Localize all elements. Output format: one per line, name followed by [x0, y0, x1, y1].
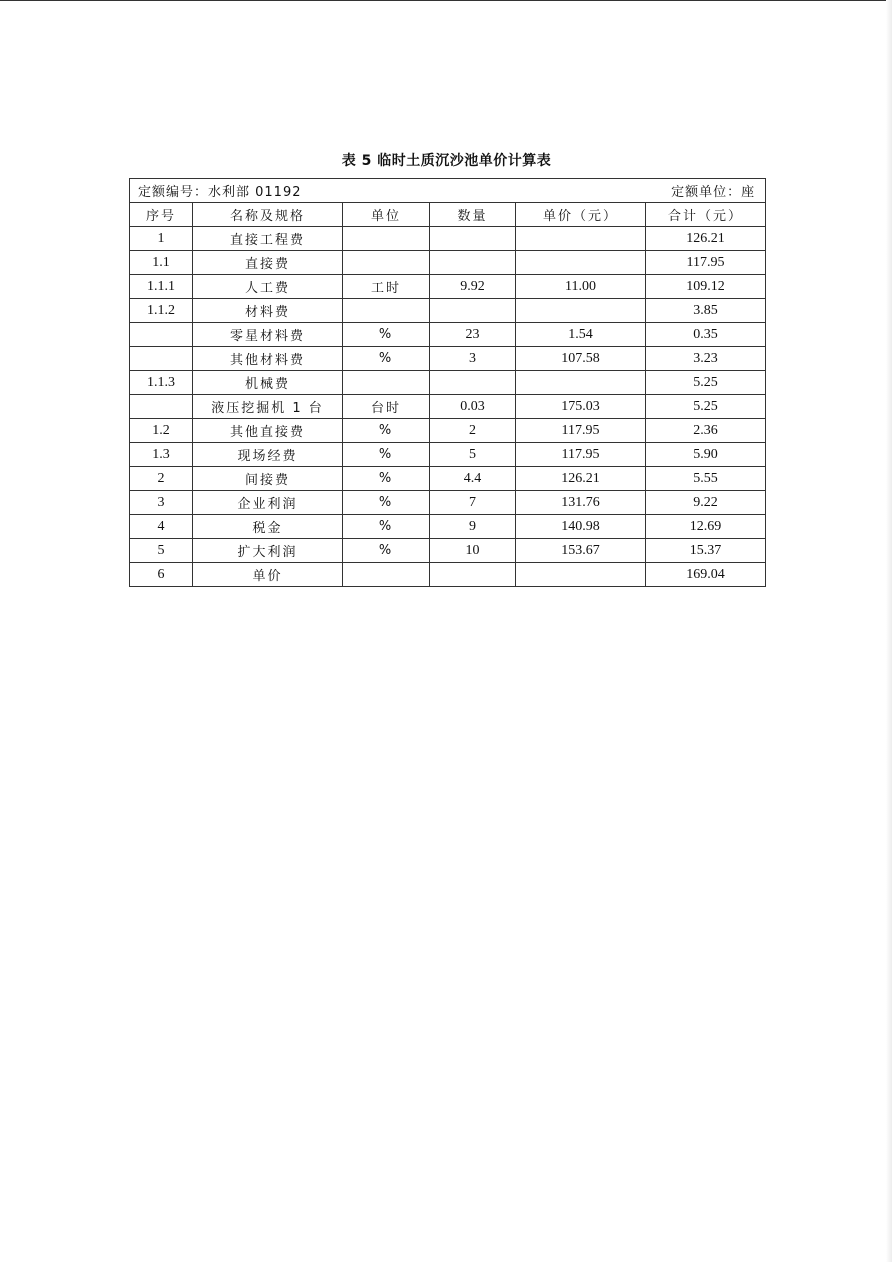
- table-cell: 1.54: [516, 323, 646, 347]
- table-cell: [430, 299, 516, 323]
- table-cell: 3: [430, 347, 516, 371]
- table-cell: 169.04: [646, 563, 766, 587]
- table-cell: 1.1.2: [130, 299, 193, 323]
- table-row: [130, 467, 766, 491]
- header-cell: 单价（元）: [516, 203, 646, 227]
- header-cell: 数量: [430, 203, 516, 227]
- table-cell: 6: [130, 563, 193, 587]
- table-cell: 2.36: [646, 419, 766, 443]
- table-cell: %: [343, 347, 430, 371]
- table-cell: 23: [430, 323, 516, 347]
- quota-unit: 定额单位：座: [671, 185, 756, 200]
- table-row: [130, 539, 766, 563]
- header-row: [130, 203, 766, 227]
- table-row: [130, 419, 766, 443]
- table-cell: 126.21: [646, 227, 766, 251]
- table-cell: [343, 563, 430, 587]
- table-cell: [343, 251, 430, 275]
- table-row: [130, 443, 766, 467]
- table-cell: 0.03: [430, 395, 516, 419]
- table-cell: [516, 227, 646, 251]
- table-row: [130, 515, 766, 539]
- table-body: [130, 179, 766, 587]
- table-cell: [516, 371, 646, 395]
- table-cell: 9.22: [646, 491, 766, 515]
- table-cell: 5: [130, 539, 193, 563]
- table-row: [130, 299, 766, 323]
- table-row: [130, 347, 766, 371]
- table-row: [130, 227, 766, 251]
- table-cell: 单价: [193, 563, 343, 587]
- table-cell: [343, 299, 430, 323]
- table-cell: %: [343, 515, 430, 539]
- table-cell: 直接费: [193, 251, 343, 275]
- table-cell: 117.95: [516, 443, 646, 467]
- table-cell: 扩大利润: [193, 539, 343, 563]
- table-cell: [130, 323, 193, 347]
- table-cell: 5.90: [646, 443, 766, 467]
- table-cell: 工时: [343, 275, 430, 299]
- header-cell: 名称及规格: [193, 203, 343, 227]
- table-cell: 3.23: [646, 347, 766, 371]
- table-cell: 1.1.3: [130, 371, 193, 395]
- quota-number: 定额编号：水利部 01192: [138, 185, 302, 200]
- table-cell: [130, 347, 193, 371]
- table-cell: [130, 395, 193, 419]
- table-cell: 131.76: [516, 491, 646, 515]
- table-row: [130, 323, 766, 347]
- table-cell: 140.98: [516, 515, 646, 539]
- table-cell: 15.37: [646, 539, 766, 563]
- table-row: [130, 251, 766, 275]
- table-cell: 台时: [343, 395, 430, 419]
- table-cell: 其他材料费: [193, 347, 343, 371]
- table-cell: 12.69: [646, 515, 766, 539]
- header-cell: 序号: [130, 203, 193, 227]
- table-cell: 1.1: [130, 251, 193, 275]
- table-cell: 3.85: [646, 299, 766, 323]
- table-cell: 9: [430, 515, 516, 539]
- table-cell: 117.95: [646, 251, 766, 275]
- table-cell: [343, 371, 430, 395]
- page-top-rule: [0, 0, 892, 1]
- header-cell: 合计（元）: [646, 203, 766, 227]
- table-cell: 1.1.1: [130, 275, 193, 299]
- table-row: [130, 275, 766, 299]
- table-cell: %: [343, 491, 430, 515]
- table-cell: 5.25: [646, 371, 766, 395]
- table-cell: 材料费: [193, 299, 343, 323]
- table-cell: 税金: [193, 515, 343, 539]
- table-cell: 3: [130, 491, 193, 515]
- table-cell: [430, 563, 516, 587]
- table-cell: 2: [130, 467, 193, 491]
- table-cell: 11.00: [516, 275, 646, 299]
- table-title: 表 5 临时土质沉沙池单价计算表: [341, 153, 552, 169]
- table-cell: %: [343, 419, 430, 443]
- table-cell: [516, 251, 646, 275]
- table-cell: 4.4: [430, 467, 516, 491]
- table-cell: 9.92: [430, 275, 516, 299]
- table-row: [130, 395, 766, 419]
- table-cell: 1: [130, 227, 193, 251]
- table-cell: 其他直接费: [193, 419, 343, 443]
- table-row: [130, 371, 766, 395]
- table-cell: 153.67: [516, 539, 646, 563]
- table-cell: 109.12: [646, 275, 766, 299]
- table-cell: [516, 563, 646, 587]
- table-cell: 107.58: [516, 347, 646, 371]
- table-cell: 175.03: [516, 395, 646, 419]
- table-cell: 117.95: [516, 419, 646, 443]
- table-cell: %: [343, 539, 430, 563]
- table-cell: 企业利润: [193, 491, 343, 515]
- table-row: [130, 491, 766, 515]
- table-cell: [343, 227, 430, 251]
- table-cell: 间接费: [193, 467, 343, 491]
- table-cell: 5.55: [646, 467, 766, 491]
- table-cell: [516, 299, 646, 323]
- table-cell: %: [343, 323, 430, 347]
- table-cell: 人工费: [193, 275, 343, 299]
- header-cell: 单位: [343, 203, 430, 227]
- table-cell: 5.25: [646, 395, 766, 419]
- table-cell: 1.2: [130, 419, 193, 443]
- quota-info-row: [130, 179, 766, 203]
- table-row: [130, 563, 766, 587]
- table-cell: 2: [430, 419, 516, 443]
- table-cell: 7: [430, 491, 516, 515]
- table-cell: 机械费: [193, 371, 343, 395]
- quota-info-cell: [130, 179, 766, 203]
- table-cell: 1.3: [130, 443, 193, 467]
- table-cell: [430, 227, 516, 251]
- table-cell: 10: [430, 539, 516, 563]
- table-cell: [430, 371, 516, 395]
- page-right-edge: [886, 0, 892, 1262]
- table-cell: %: [343, 443, 430, 467]
- table-cell: 零星材料费: [193, 323, 343, 347]
- table-cell: 0.35: [646, 323, 766, 347]
- table-cell: 直接工程费: [193, 227, 343, 251]
- table-cell: %: [343, 467, 430, 491]
- table-cell: 4: [130, 515, 193, 539]
- table-cell: [430, 251, 516, 275]
- unit-price-table: [129, 178, 766, 587]
- table-cell: 液压挖掘机 1 台: [193, 395, 343, 419]
- table-cell: 现场经费: [193, 443, 343, 467]
- table-cell: 126.21: [516, 467, 646, 491]
- table-cell: 5: [430, 443, 516, 467]
